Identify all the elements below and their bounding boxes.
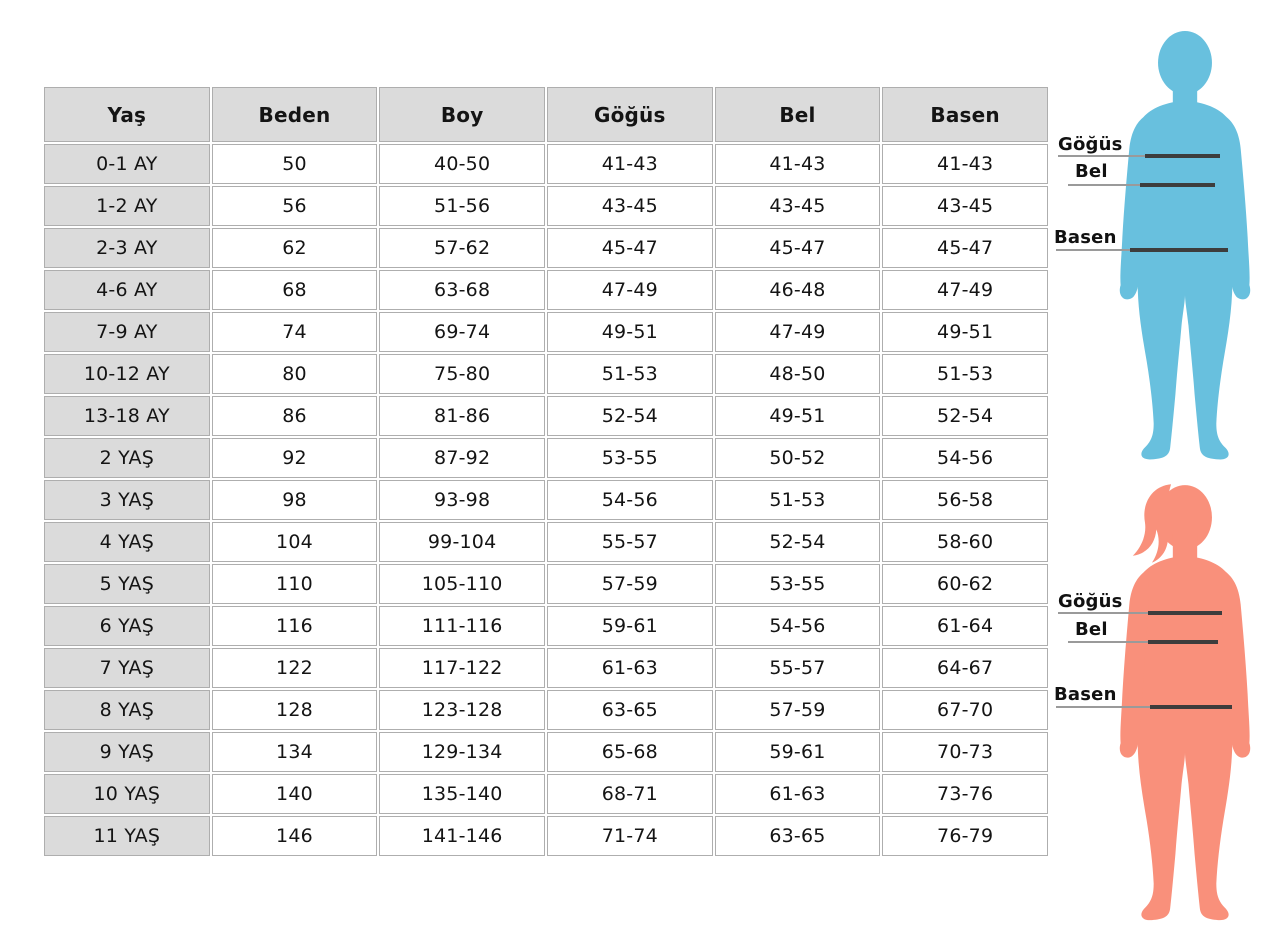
- value-cell: 50-52: [715, 438, 881, 478]
- value-cell: 54-56: [715, 606, 881, 646]
- age-cell: 6 YAŞ: [44, 606, 210, 646]
- top-chest-label: Göğüs: [1058, 134, 1123, 155]
- bottom-hip-label: Basen: [1054, 684, 1117, 705]
- value-cell: 59-61: [547, 606, 713, 646]
- column-header: Göğüs: [547, 87, 713, 142]
- value-cell: 80: [212, 354, 378, 394]
- table-row: [44, 564, 1048, 604]
- value-cell: 50: [212, 144, 378, 184]
- table-row: [44, 312, 1048, 352]
- value-cell: 98: [212, 480, 378, 520]
- value-cell: 49-51: [547, 312, 713, 352]
- value-cell: 56-58: [882, 480, 1048, 520]
- top-waist-line-dark: [1140, 183, 1215, 187]
- value-cell: 135-140: [379, 774, 545, 814]
- value-cell: 60-62: [882, 564, 1048, 604]
- value-cell: 128: [212, 690, 378, 730]
- value-cell: 93-98: [379, 480, 545, 520]
- top-waist-line: [1068, 184, 1215, 186]
- value-cell: 63-68: [379, 270, 545, 310]
- value-cell: 61-63: [547, 648, 713, 688]
- value-cell: 134: [212, 732, 378, 772]
- value-cell: 53-55: [547, 438, 713, 478]
- value-cell: 64-67: [882, 648, 1048, 688]
- age-cell: 1-2 AY: [44, 186, 210, 226]
- value-cell: 74: [212, 312, 378, 352]
- table-row: [44, 732, 1048, 772]
- child-silhouette-blue: [1098, 25, 1272, 480]
- top-chest-line: [1058, 155, 1220, 157]
- column-header: Yaş: [44, 87, 210, 142]
- table-row: [44, 144, 1048, 184]
- value-cell: 73-76: [882, 774, 1048, 814]
- value-cell: 45-47: [882, 228, 1048, 268]
- table-row: [44, 228, 1048, 268]
- value-cell: 45-47: [715, 228, 881, 268]
- value-cell: 43-45: [547, 186, 713, 226]
- table-row: [44, 606, 1048, 646]
- age-cell: 7-9 AY: [44, 312, 210, 352]
- value-cell: 46-48: [715, 270, 881, 310]
- age-cell: 2 YAŞ: [44, 438, 210, 478]
- age-cell: 8 YAŞ: [44, 690, 210, 730]
- value-cell: 146: [212, 816, 378, 856]
- value-cell: 49-51: [715, 396, 881, 436]
- top-chest-line-dark: [1145, 154, 1220, 158]
- value-cell: 68: [212, 270, 378, 310]
- value-cell: 57-59: [547, 564, 713, 604]
- value-cell: 62: [212, 228, 378, 268]
- value-cell: 71-74: [547, 816, 713, 856]
- age-cell: 7 YAŞ: [44, 648, 210, 688]
- value-cell: 45-47: [547, 228, 713, 268]
- value-cell: 105-110: [379, 564, 545, 604]
- bottom-chest-label: Göğüs: [1058, 591, 1123, 612]
- value-cell: 59-61: [715, 732, 881, 772]
- age-cell: 2-3 AY: [44, 228, 210, 268]
- value-cell: 52-54: [715, 522, 881, 562]
- value-cell: 68-71: [547, 774, 713, 814]
- column-header: Basen: [882, 87, 1048, 142]
- column-header: Boy: [379, 87, 545, 142]
- age-cell: 13-18 AY: [44, 396, 210, 436]
- value-cell: 51-53: [715, 480, 881, 520]
- value-cell: 52-54: [547, 396, 713, 436]
- value-cell: 76-79: [882, 816, 1048, 856]
- value-cell: 54-56: [882, 438, 1048, 478]
- value-cell: 87-92: [379, 438, 545, 478]
- value-cell: 65-68: [547, 732, 713, 772]
- value-cell: 129-134: [379, 732, 545, 772]
- value-cell: 141-146: [379, 816, 545, 856]
- value-cell: 43-45: [715, 186, 881, 226]
- value-cell: 61-64: [882, 606, 1048, 646]
- age-cell: 10-12 AY: [44, 354, 210, 394]
- age-cell: 9 YAŞ: [44, 732, 210, 772]
- table-body: [44, 144, 1048, 856]
- value-cell: 55-57: [715, 648, 881, 688]
- child-silhouette-salmon: [1098, 479, 1272, 941]
- value-cell: 111-116: [379, 606, 545, 646]
- value-cell: 140: [212, 774, 378, 814]
- value-cell: 49-51: [882, 312, 1048, 352]
- value-cell: 53-55: [715, 564, 881, 604]
- top-hip-line: [1056, 249, 1228, 251]
- table-row: [44, 396, 1048, 436]
- value-cell: 69-74: [379, 312, 545, 352]
- value-cell: 47-49: [882, 270, 1048, 310]
- value-cell: 63-65: [547, 690, 713, 730]
- table-row: [44, 354, 1048, 394]
- column-header: Beden: [212, 87, 378, 142]
- value-cell: 86: [212, 396, 378, 436]
- size-table: [42, 85, 1050, 858]
- table-row: [44, 816, 1048, 856]
- value-cell: 41-43: [715, 144, 881, 184]
- value-cell: 63-65: [715, 816, 881, 856]
- value-cell: 81-86: [379, 396, 545, 436]
- bottom-hip-line-dark: [1150, 705, 1232, 709]
- bottom-waist-line: [1068, 641, 1218, 643]
- table-row: [44, 522, 1048, 562]
- table-row: [44, 480, 1048, 520]
- value-cell: 40-50: [379, 144, 545, 184]
- age-cell: 5 YAŞ: [44, 564, 210, 604]
- value-cell: 70-73: [882, 732, 1048, 772]
- value-cell: 99-104: [379, 522, 545, 562]
- age-cell: 11 YAŞ: [44, 816, 210, 856]
- value-cell: 61-63: [715, 774, 881, 814]
- value-cell: 122: [212, 648, 378, 688]
- age-cell: 4-6 AY: [44, 270, 210, 310]
- table-row: [44, 438, 1048, 478]
- age-cell: 4 YAŞ: [44, 522, 210, 562]
- column-header: Bel: [715, 87, 881, 142]
- value-cell: 41-43: [882, 144, 1048, 184]
- bottom-waist-line-dark: [1148, 640, 1218, 644]
- age-cell: 10 YAŞ: [44, 774, 210, 814]
- value-cell: 110: [212, 564, 378, 604]
- table-row: [44, 774, 1048, 814]
- top-hip-label: Basen: [1054, 227, 1117, 248]
- table-row: [44, 690, 1048, 730]
- table-header-row: [44, 87, 1048, 142]
- bottom-waist-label: Bel: [1075, 619, 1108, 640]
- top-waist-label: Bel: [1075, 161, 1108, 182]
- bottom-chest-line: [1058, 612, 1222, 614]
- value-cell: 51-53: [547, 354, 713, 394]
- top-hip-line-dark: [1130, 248, 1228, 252]
- bottom-hip-line: [1056, 706, 1232, 708]
- value-cell: 67-70: [882, 690, 1048, 730]
- value-cell: 104: [212, 522, 378, 562]
- value-cell: 57-59: [715, 690, 881, 730]
- value-cell: 41-43: [547, 144, 713, 184]
- value-cell: 123-128: [379, 690, 545, 730]
- value-cell: 75-80: [379, 354, 545, 394]
- age-cell: 0-1 AY: [44, 144, 210, 184]
- value-cell: 56: [212, 186, 378, 226]
- value-cell: 51-53: [882, 354, 1048, 394]
- value-cell: 48-50: [715, 354, 881, 394]
- value-cell: 47-49: [547, 270, 713, 310]
- value-cell: 58-60: [882, 522, 1048, 562]
- value-cell: 43-45: [882, 186, 1048, 226]
- value-cell: 54-56: [547, 480, 713, 520]
- value-cell: 117-122: [379, 648, 545, 688]
- table-row: [44, 186, 1048, 226]
- table-row: [44, 270, 1048, 310]
- age-cell: 3 YAŞ: [44, 480, 210, 520]
- bottom-chest-line-dark: [1148, 611, 1222, 615]
- value-cell: 92: [212, 438, 378, 478]
- value-cell: 55-57: [547, 522, 713, 562]
- value-cell: 116: [212, 606, 378, 646]
- table-row: [44, 648, 1048, 688]
- value-cell: 51-56: [379, 186, 545, 226]
- value-cell: 47-49: [715, 312, 881, 352]
- value-cell: 57-62: [379, 228, 545, 268]
- value-cell: 52-54: [882, 396, 1048, 436]
